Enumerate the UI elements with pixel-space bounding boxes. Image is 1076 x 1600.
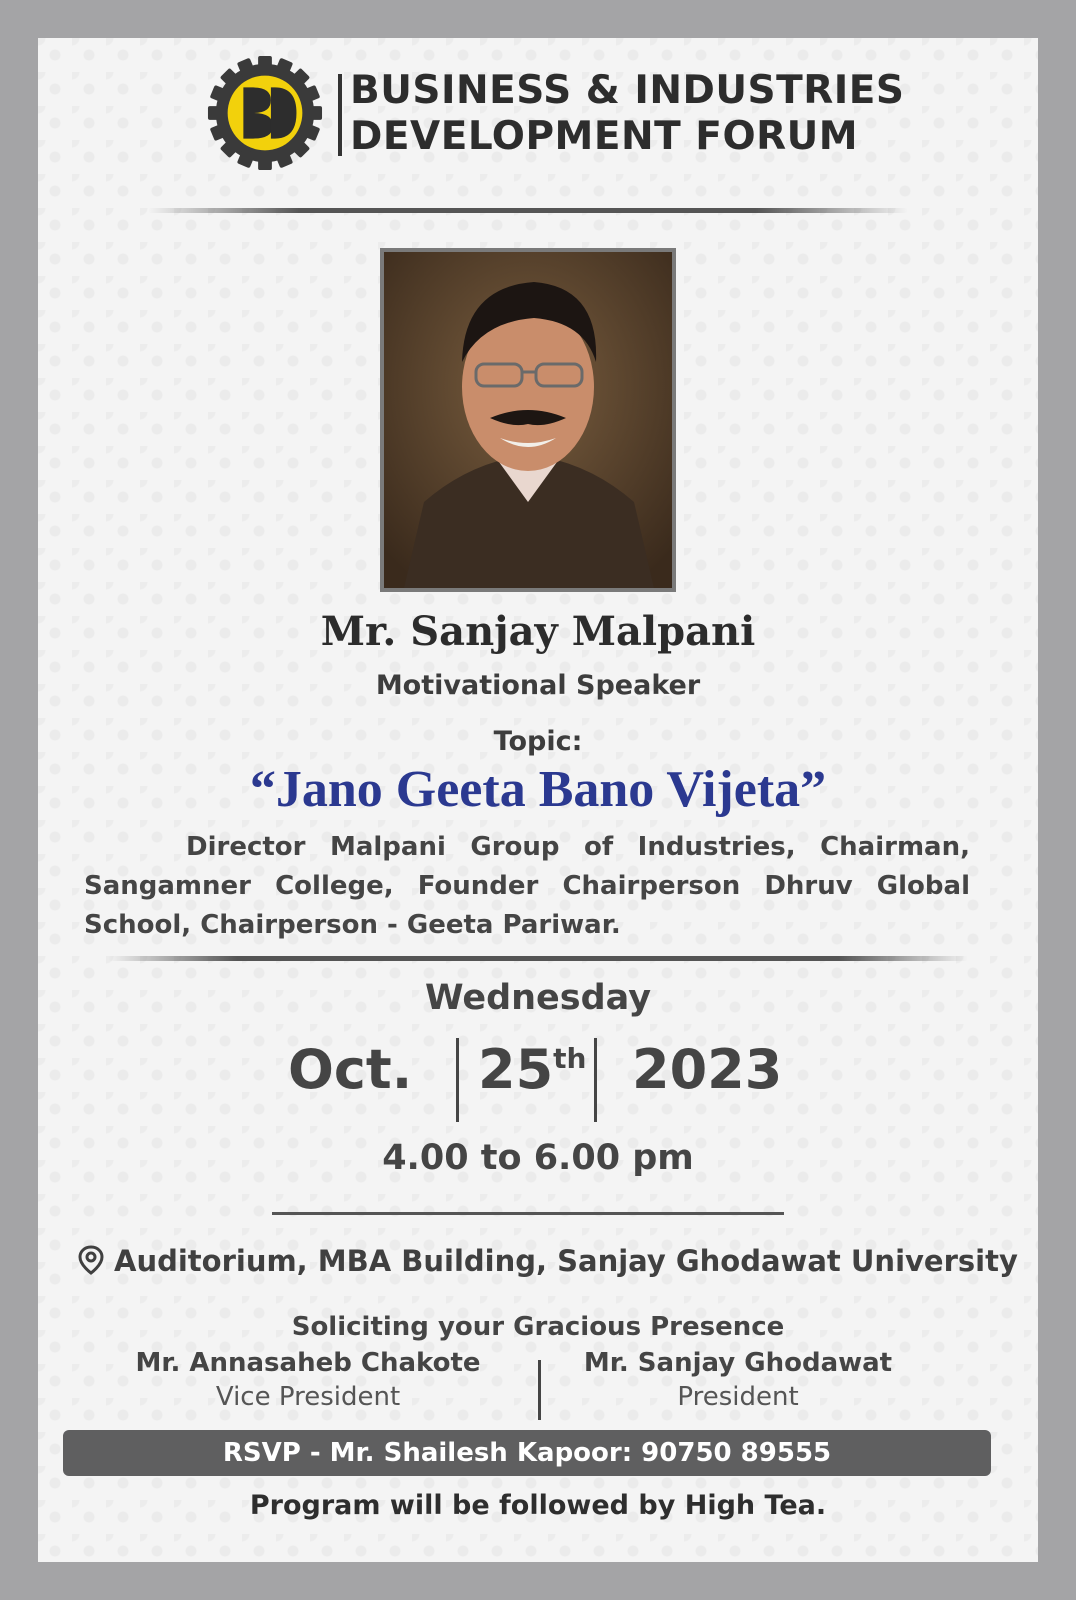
event-venue bbox=[78, 1244, 1018, 1278]
host-title: President bbox=[677, 1382, 799, 1412]
date-separator bbox=[456, 1038, 459, 1122]
logo-divider bbox=[338, 74, 342, 156]
header-divider bbox=[148, 208, 908, 213]
event-day: Wednesday bbox=[424, 978, 652, 1018]
date-separator bbox=[594, 1038, 597, 1122]
host-title: Vice President bbox=[215, 1382, 401, 1412]
event-date bbox=[38, 1038, 1038, 1128]
host-name: Mr. Annasaheb Chakote bbox=[135, 1348, 481, 1378]
footer-note: Program will be followed by High Tea. bbox=[249, 1490, 827, 1521]
speaker-photo-frame bbox=[380, 248, 676, 592]
location-pin-icon bbox=[78, 1245, 104, 1275]
org-name-line2: DEVELOPMENT FORUM bbox=[350, 114, 859, 159]
gear-bd-logo-icon bbox=[206, 54, 324, 172]
host-vice-president bbox=[88, 1348, 528, 1412]
speaker-portrait bbox=[384, 252, 672, 588]
event-month: Oct. bbox=[288, 1038, 413, 1101]
topic-title: “Jano Geeta Bano Vijeta” bbox=[249, 761, 827, 818]
date-number: 25 bbox=[478, 1038, 554, 1101]
topic-label: Topic: bbox=[493, 726, 583, 757]
host-name: Mr. Sanjay Ghodawat bbox=[583, 1348, 893, 1378]
invitation-card bbox=[38, 38, 1038, 1562]
hosts-intro: Soliciting your Gracious Presence bbox=[291, 1312, 785, 1342]
section-divider bbox=[108, 956, 968, 961]
host-president bbox=[518, 1348, 958, 1412]
event-date-number bbox=[478, 1038, 586, 1101]
rsvp-bar: RSVP - Mr. Shailesh Kapoor: 90750 89555 bbox=[63, 1430, 991, 1476]
event-year: 2023 bbox=[632, 1038, 783, 1101]
speaker-name: Mr. Sanjay Malpani bbox=[320, 608, 756, 655]
time-divider bbox=[272, 1212, 784, 1215]
event-time: 4.00 to 6.00 pm bbox=[382, 1138, 694, 1178]
speaker-bio: Director Malpani Group of Industries, Chairman, Sangamner College, Founder Chairperson Dhruv Global School, Chairperson - Geeta Pariwar. bbox=[84, 832, 970, 940]
date-suffix: th bbox=[553, 1042, 587, 1075]
org-name-line1: BUSINESS & INDUSTRIES bbox=[350, 68, 905, 113]
venue-text: Auditorium, MBA Building, Sanjay Ghodawat University bbox=[114, 1244, 1018, 1278]
speaker-role: Motivational Speaker bbox=[375, 670, 701, 701]
